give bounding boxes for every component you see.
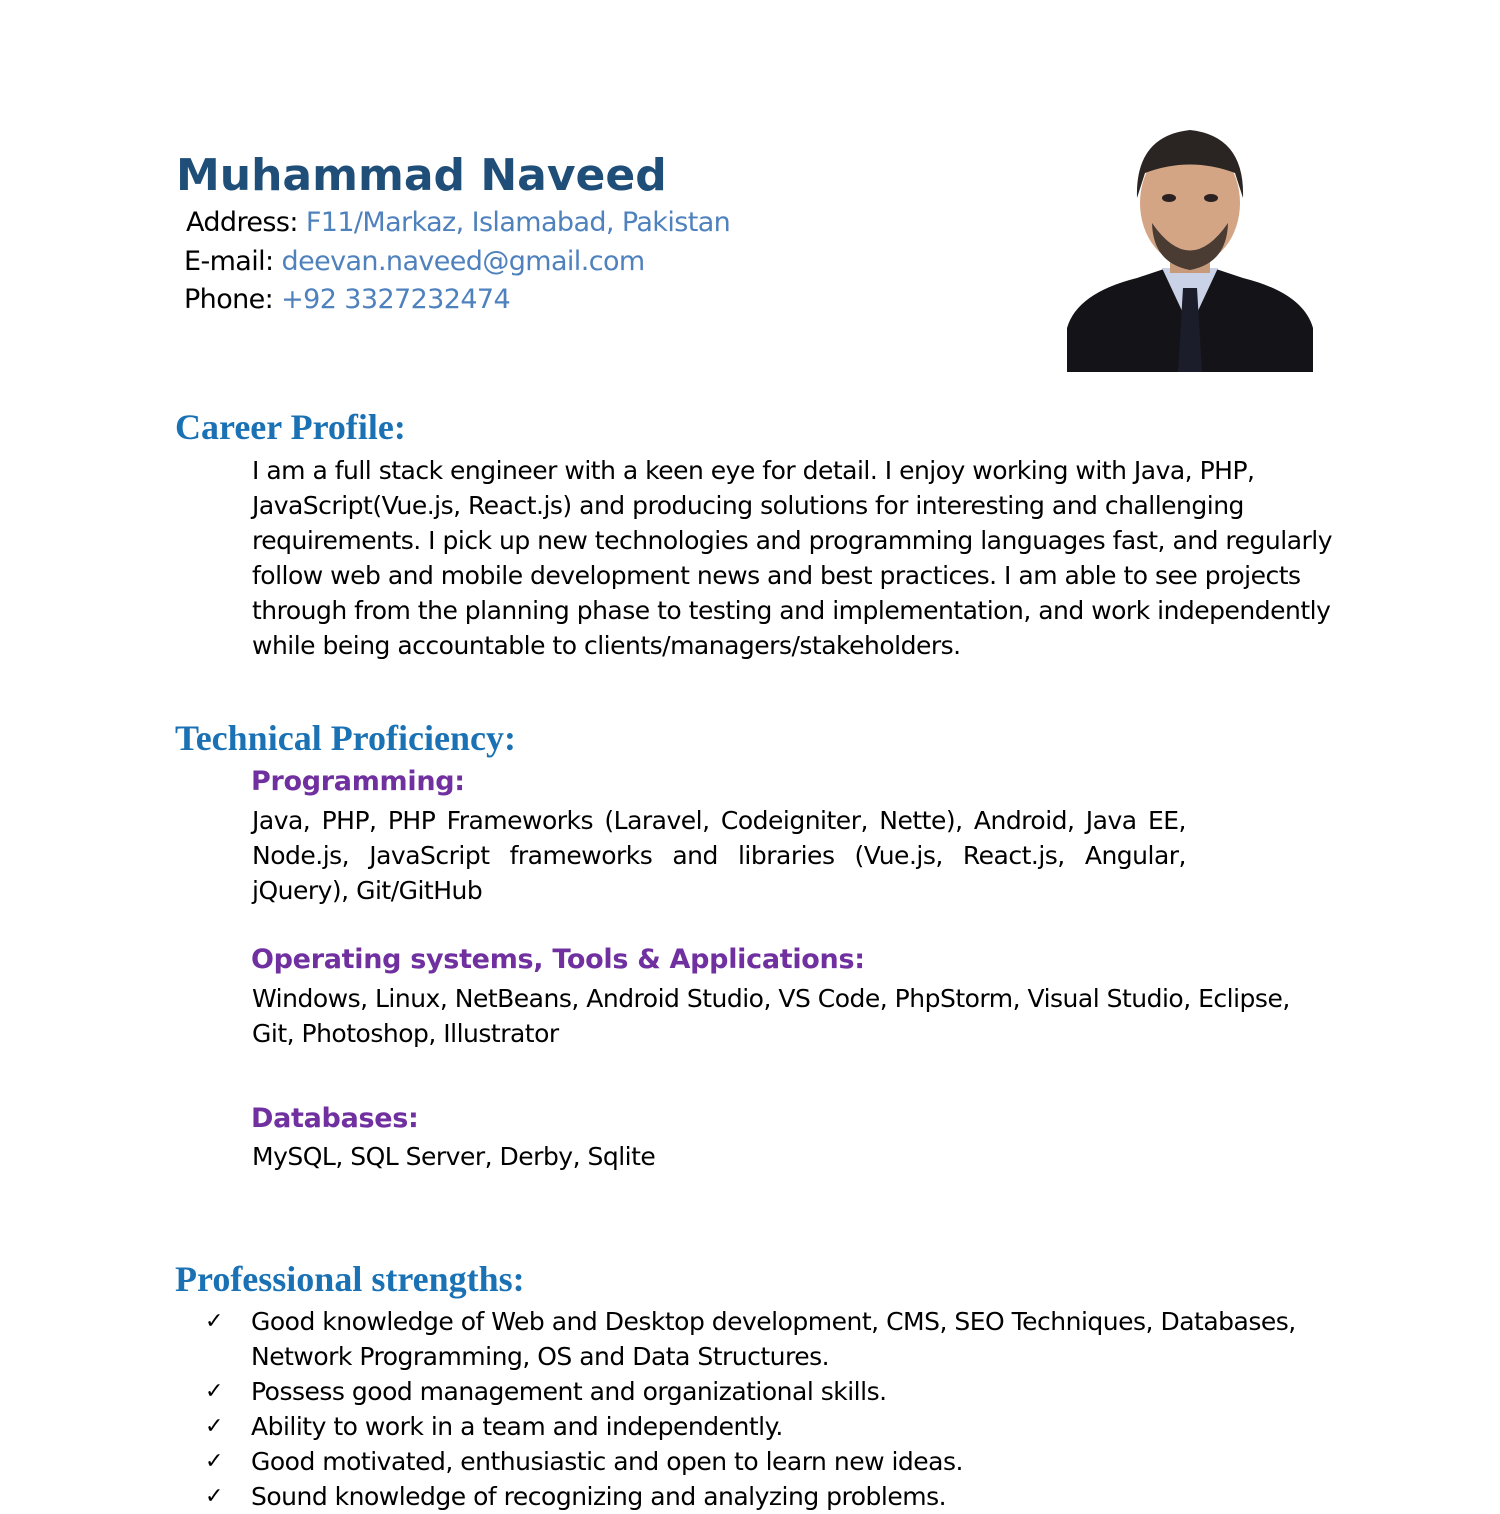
profile-photo [1067,128,1313,372]
list-item [205,1374,1296,1409]
databases-text [252,1139,655,1174]
career-profile-heading: Career Profile: [175,407,406,447]
databases-heading: Databases: [251,1103,419,1134]
programming-line: jQuery), Git/GitHub [252,876,483,905]
phone-line [184,284,510,315]
databases-line: MySQL, SQL Server, Derby, Sqlite [252,1142,656,1171]
phone-value: +92 3327232474 [281,284,511,315]
list-item-text: Sound knowledge of recognizing and analyzing problems. [251,1482,947,1511]
career-line: requirements. I pick up new technologies and programming languages fast, and regularly [252,526,1333,555]
address-line [186,207,730,238]
list-item-text: Good knowledge of Web and Desktop development, CMS, SEO Techniques, Databases, [251,1307,1296,1336]
list-item [205,1409,1296,1444]
programming-line: Java, PHP, PHP Frameworks (Laravel, Codeigniter, Nette), Android, Java EE, [252,806,1186,835]
checkmark-icon: ✓ [205,1309,223,1334]
phone-label: Phone: [184,284,274,315]
programming-line: Node.js, JavaScript frameworks and libraries (Vue.js, React.js, Angular, [252,841,1186,870]
list-item-text: Ability to work in a team and independently. [251,1412,783,1441]
candidate-name: Muhammad Naveed [176,150,667,201]
list-item-text: Network Programming, OS and Data Structures. [251,1342,830,1371]
tools-line: Windows, Linux, NetBeans, Android Studio, VS Code, PhpStorm, Visual Studio, Eclipse, [252,984,1290,1013]
email-label: E-mail: [184,246,274,277]
career-line: I am a full stack engineer with a keen eye for detail. I enjoy working with Java, PHP, [252,456,1255,485]
checkmark-icon: ✓ [205,1484,223,1509]
list-item [205,1304,1296,1374]
email-link[interactable]: deevan.naveed@gmail.com [281,246,645,277]
programming-text [252,803,1186,908]
professional-strengths-heading: Professional strengths: [175,1259,525,1299]
tools-line: Git, Photoshop, Illustrator [252,1019,559,1048]
tools-text [252,981,1290,1051]
address-label: Address: [186,207,298,238]
career-profile-text [252,453,1332,663]
career-line: through from the planning phase to testing and implementation, and work independently [252,596,1331,625]
strengths-list [205,1304,1296,1514]
career-line: follow web and mobile development news and best practices. I am able to see projects [252,561,1301,590]
checkmark-icon: ✓ [205,1414,223,1439]
technical-proficiency-heading: Technical Proficiency: [175,718,516,758]
career-line: JavaScript(Vue.js, React.js) and producing solutions for interesting and challenging [252,491,1244,520]
address-value: F11/Markaz, Islamabad, Pakistan [305,207,731,238]
email-line [184,246,645,277]
checkmark-icon: ✓ [205,1379,223,1404]
checkmark-icon: ✓ [205,1449,223,1474]
list-item [205,1479,1296,1514]
list-item-text: Good motivated, enthusiastic and open to learn new ideas. [251,1447,963,1476]
career-line: while being accountable to clients/managers/stakeholders. [252,631,961,660]
programming-heading: Programming: [251,766,465,797]
list-item [205,1444,1296,1479]
tools-heading: Operating systems, Tools & Applications: [251,944,865,975]
list-item-text: Possess good management and organizational skills. [251,1377,887,1406]
